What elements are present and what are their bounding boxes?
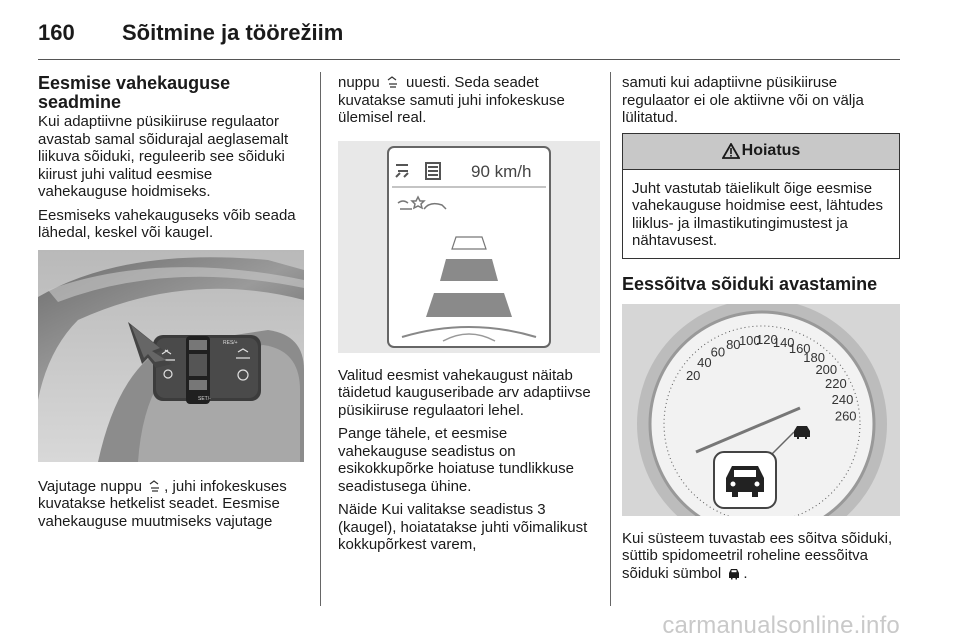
speedo-tick-label: 20 xyxy=(685,367,701,383)
section-title: Eesmise vahekauguse seadmine xyxy=(38,73,231,112)
speedo-tick-label: 140 xyxy=(772,334,795,350)
driver-info-display-figure xyxy=(338,141,600,353)
column-3 xyxy=(622,74,900,588)
warning-header xyxy=(623,134,899,170)
steering-wheel-figure xyxy=(38,250,304,462)
speedo-tick-label: 80 xyxy=(726,336,741,352)
set-label: SET/- xyxy=(198,395,211,402)
paragraph: nuppu uuesti. Seda seadet kuvatakse samuti juhi infokeskuse ülemisel real. xyxy=(338,74,565,126)
warning-text: Juht vastutab täielikult õige eesmise vahekauguse hoidmise eest, lähtudes liiklus- ja ilmastikutingimustest ja nähtavusest. xyxy=(632,179,884,249)
page-number: 160 xyxy=(38,20,75,45)
header-rule xyxy=(38,59,900,60)
warning-box xyxy=(622,133,900,259)
paragraph: Valitud eesmist vahekaugust näitab täidetud kauguseribade arv adaptiivse püsikiiruse regulaatori lehel. xyxy=(338,366,591,419)
page-header xyxy=(38,20,343,50)
column-1 xyxy=(38,74,304,536)
paragraph: Vajutage nuppu , juhi infokeskuses kuvatakse hetkelist seadet. Eesmise vahekauguse muutmiseks vajutage xyxy=(38,477,287,530)
column-divider xyxy=(610,72,611,606)
paragraph: Näide Kui valitakse seadistus 3 (kaugel), hoiatatakse juhti võimalikust kokkupõrkest varem, xyxy=(338,501,588,553)
car-front-icon xyxy=(727,567,741,580)
speedo-tick-label: 260 xyxy=(834,408,857,424)
display-speed: 90 km/h xyxy=(471,161,532,181)
speedometer-figure xyxy=(622,304,900,516)
speedo-tick-label: 160 xyxy=(788,340,811,356)
column-divider xyxy=(320,72,321,606)
speedo-tick-label: 120 xyxy=(756,331,778,347)
section-title: Eessõitva sõiduki avastamine xyxy=(622,273,878,294)
page-title: Sõitmine ja töörežiim xyxy=(122,20,344,45)
paragraph: samuti kui adaptiivne püsikiiruse regulaator ei ole aktiivne või on välja lülitatud. xyxy=(622,74,864,126)
speedo-tick-label: 40 xyxy=(697,354,712,370)
speedo-tick-label: 220 xyxy=(825,375,847,391)
paragraph: Eesmiseks vahekauguseks võib seada lähedal, keskel või kaugel. xyxy=(38,206,296,241)
warning-triangle-icon xyxy=(722,143,740,159)
follow-distance-icon xyxy=(386,76,400,89)
follow-distance-icon xyxy=(148,480,162,493)
speedo-tick-label: 100 xyxy=(738,332,761,348)
speedo-tick-label: 60 xyxy=(710,344,726,359)
speedo-tick-label: 180 xyxy=(803,349,825,365)
watermark: carmanualsonline.info xyxy=(662,612,900,639)
column-2 xyxy=(338,74,600,560)
speedo-tick-label: 200 xyxy=(815,361,838,377)
speedo-tick-label: 240 xyxy=(831,391,854,407)
paragraph: Pange tähele, et eesmise vahekauguse seadistus on esikokkupõrke hoiatuse tundlikkuse seadistusega ühine. xyxy=(338,425,574,495)
warning-title: Hoiatus xyxy=(741,142,801,160)
paragraph: Kui adaptiivne püsikiiruse regulaator avastab samal sõidurajal aeglasemalt liikuva sõiduki, reguleerib see sõiduki kiirust juhi valitud eesmise vahekauguse hoidmiseks. xyxy=(38,113,289,200)
paragraph: Kui süsteem tuvastab ees sõitva sõiduki, süttib spidomeetril roheline eessõitva sõiduki sümbol . xyxy=(622,529,893,582)
res-label: RES/+ xyxy=(223,339,238,346)
